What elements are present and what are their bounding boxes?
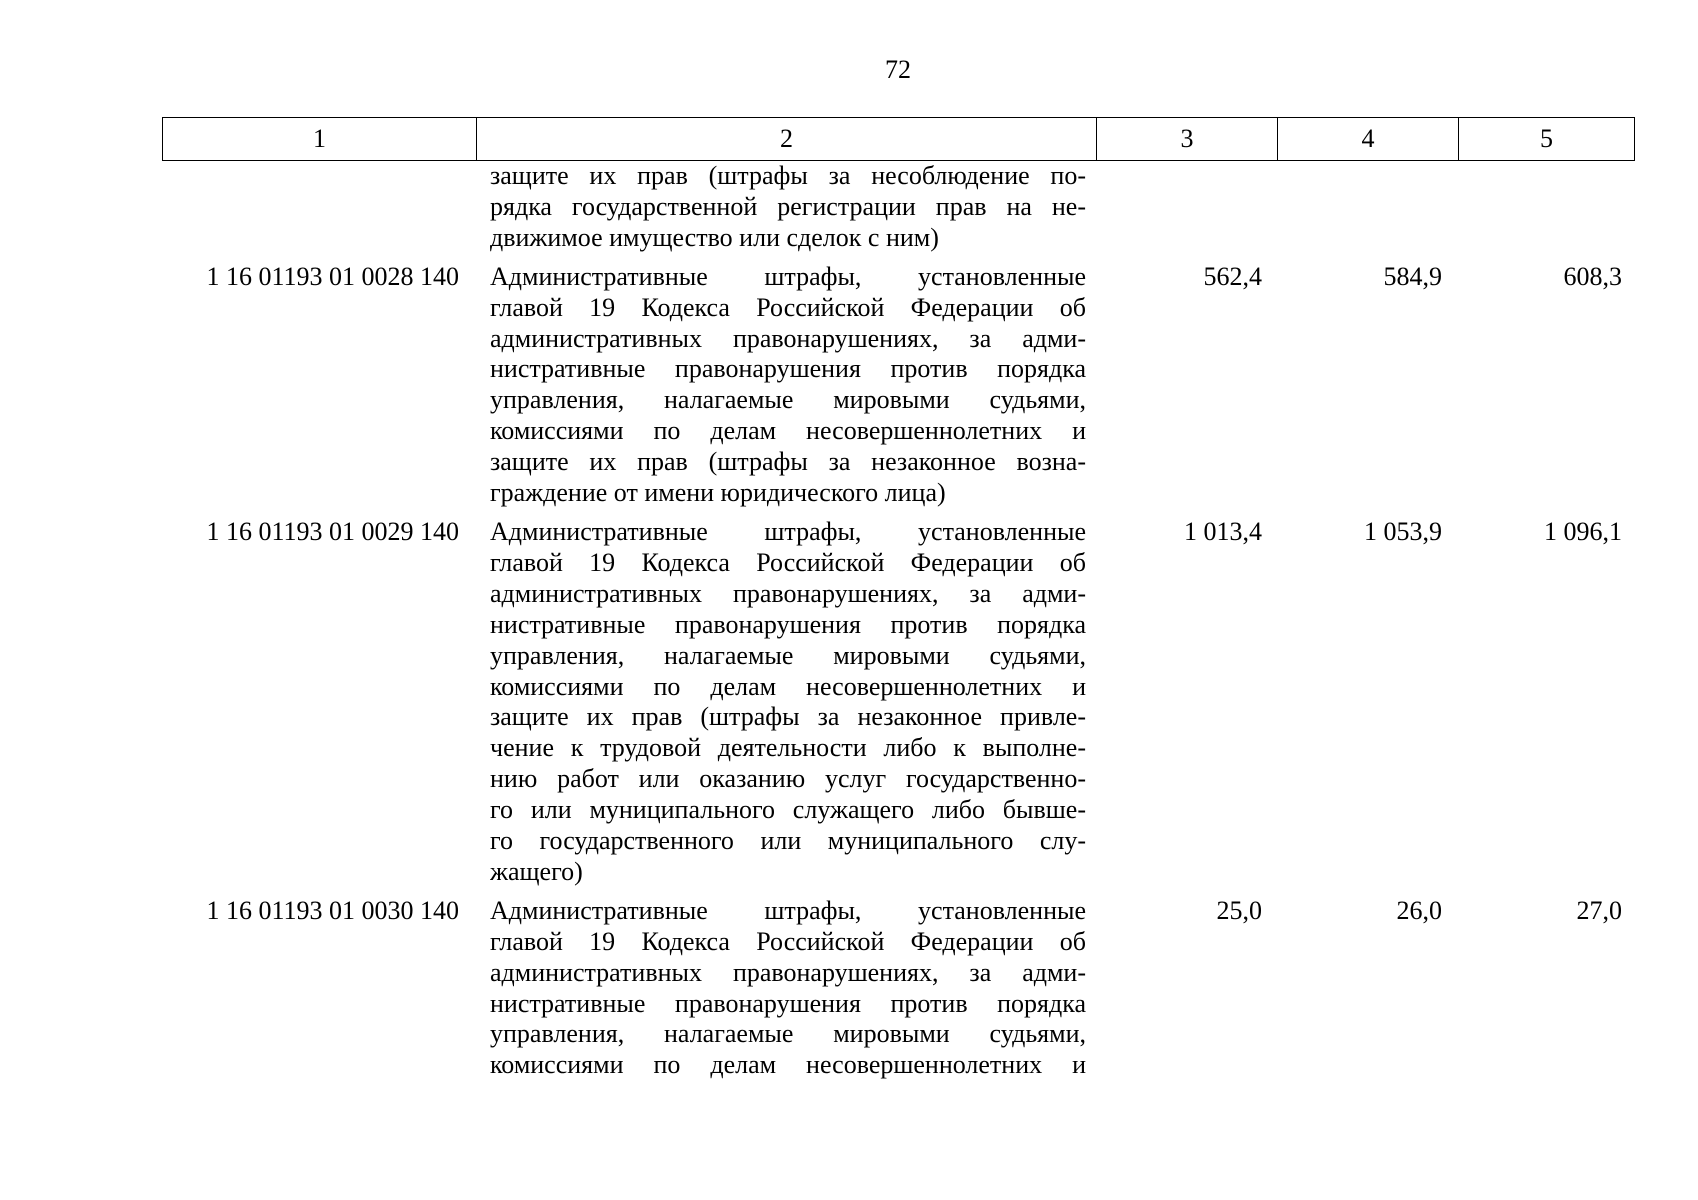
description-line: главой 19 Кодекса Российской Федерации об: [490, 926, 1086, 956]
income-description: [476, 896, 1086, 1081]
table-body: [162, 161, 1634, 1089]
column-header-4: 4: [1278, 118, 1459, 161]
budget-code: 1 16 01193 01 0030 140: [206, 895, 459, 925]
table-row: [162, 161, 1634, 254]
table-row: [162, 896, 1634, 1081]
table-header: [162, 117, 1635, 161]
description-line: го государственного или муниципального слу-: [490, 826, 1086, 856]
income-description: [476, 262, 1086, 509]
description-line: комиссиями по делам несовершеннолетних и: [490, 1050, 1086, 1080]
budget-code: 1 16 01193 01 0029 140: [206, 516, 459, 546]
description-line: граждение от имени юридического лица): [490, 478, 946, 508]
description-line: движимое имущество или сделок с ним): [490, 222, 939, 252]
table-row: [162, 262, 1634, 509]
column-header-3: 3: [1097, 118, 1278, 161]
amount-col-3: 1 013,4: [1184, 516, 1262, 546]
income-description: [476, 161, 1086, 254]
description-line: административных правонарушениях, за адми-: [490, 578, 1086, 608]
column-header-2: 2: [477, 118, 1097, 161]
description-line: административных правонарушениях, за адми-: [490, 957, 1086, 987]
budget-code: 1 16 01193 01 0028 140: [206, 261, 459, 291]
amount-col-5: 1 096,1: [1544, 516, 1622, 546]
column-header-1: 1: [163, 118, 477, 161]
amount-col-3: 25,0: [1216, 895, 1262, 925]
description-line: нистративные правонарушения против порядка: [490, 354, 1086, 384]
description-line: чение к трудовой деятельности либо к выполне-: [490, 733, 1086, 763]
description-line: защите их прав (штрафы за несоблюдение по-: [490, 161, 1086, 190]
amount-col-3: 562,4: [1203, 261, 1262, 291]
description-line: главой 19 Кодекса Российской Федерации об: [490, 292, 1086, 322]
page-number: 72: [885, 55, 911, 84]
description-line: управления, налагаемые мировыми судьями,: [490, 385, 1086, 415]
description-line: административных правонарушениях, за адми-: [490, 323, 1086, 353]
amount-col-5: 608,3: [1563, 261, 1622, 291]
description-line: го или муниципального служащего либо бывше-: [490, 795, 1086, 825]
description-line: нию работ или оказанию услуг государственно-: [490, 764, 1086, 794]
description-line: защите их прав (штрафы за незаконное привле-: [490, 702, 1086, 732]
description-line: защите их прав (штрафы за незаконное возна-: [490, 447, 1086, 477]
amount-col-4: 1 053,9: [1364, 516, 1442, 546]
description-line: рядка государственной регистрации прав на не-: [490, 191, 1086, 221]
description-line: Административные штрафы, установленные: [490, 516, 1086, 546]
amount-col-4: 26,0: [1396, 895, 1442, 925]
description-line: Административные штрафы, установленные: [490, 895, 1086, 925]
income-description: [476, 517, 1086, 888]
column-header-5: 5: [1459, 118, 1635, 161]
description-line: комиссиями по делам несовершеннолетних и: [490, 671, 1086, 701]
description-line: управления, налагаемые мировыми судьями,: [490, 640, 1086, 670]
description-line: жащего): [490, 856, 583, 886]
description-line: главой 19 Кодекса Российской Федерации об: [490, 547, 1086, 577]
table-row: [162, 517, 1634, 888]
description-line: комиссиями по делам несовершеннолетних и: [490, 416, 1086, 446]
description-line: управления, налагаемые мировыми судьями,: [490, 1019, 1086, 1049]
description-line: Административные штрафы, установленные: [490, 261, 1086, 291]
description-line: нистративные правонарушения против порядка: [490, 609, 1086, 639]
description-line: нистративные правонарушения против порядка: [490, 988, 1086, 1018]
amount-col-4: 584,9: [1383, 261, 1442, 291]
amount-col-5: 27,0: [1576, 895, 1622, 925]
